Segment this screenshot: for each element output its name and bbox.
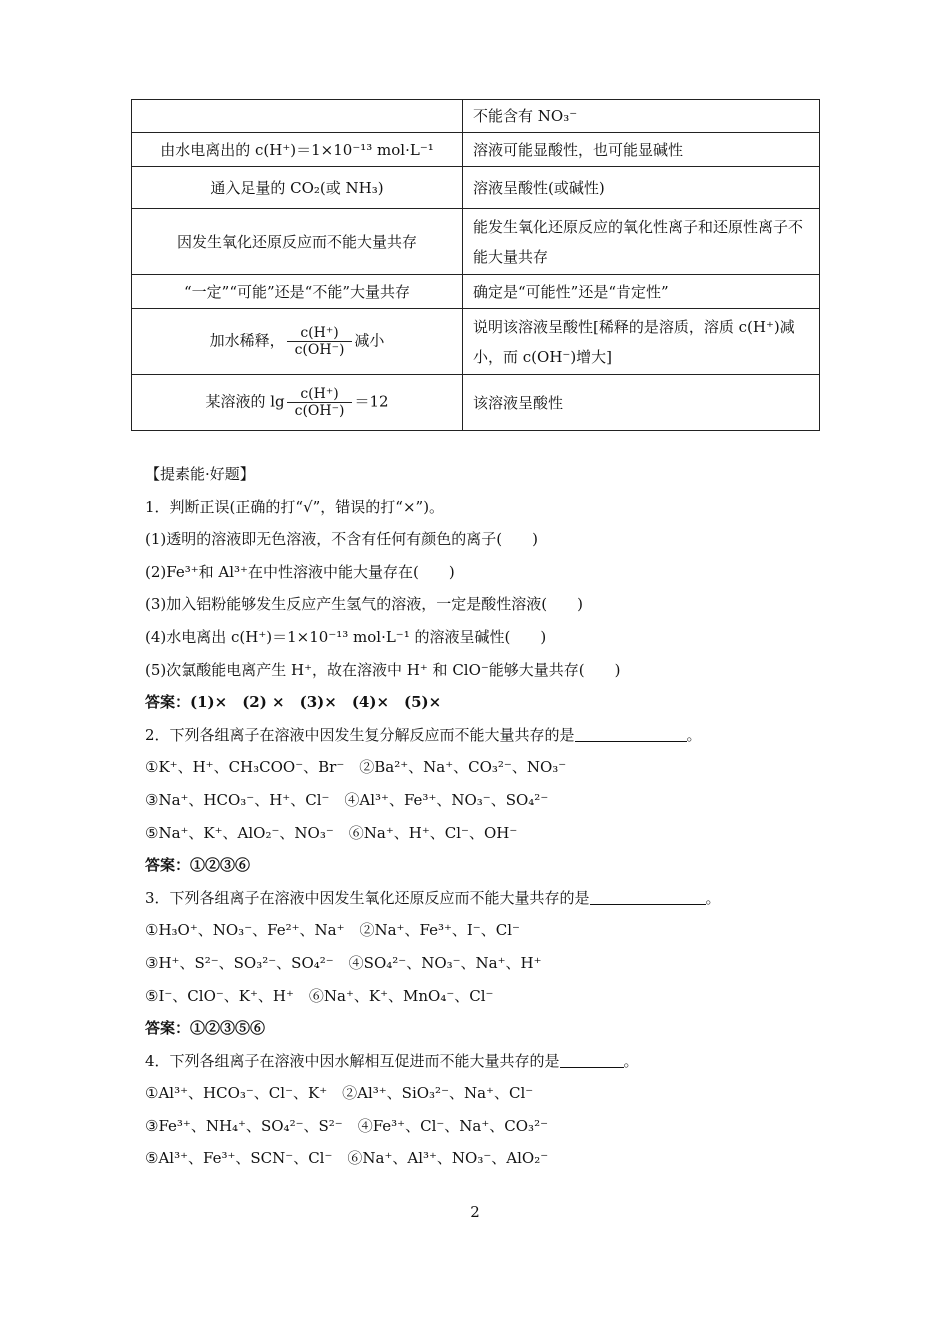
table-row	[132, 133, 820, 167]
left-prefix: 某溶液的 lg	[205, 392, 285, 411]
question-3-stem-end: 。	[705, 888, 721, 907]
table-cell-left	[132, 375, 463, 431]
table-cell-left: 由水电离出的 c(H⁺)＝1×10⁻¹³ mol·L⁻¹	[132, 133, 463, 167]
table-cell-right: 溶液呈酸性(或碱性)	[463, 167, 820, 209]
question-4-option: ①Al³⁺、HCO₃⁻、Cl⁻、K⁺ ②Al³⁺、SiO₃²⁻、Na⁺、Cl⁻	[145, 1084, 534, 1103]
table-row	[132, 100, 820, 133]
table-cell-right: 不能含有 NO₃⁻	[463, 100, 820, 133]
table-row	[132, 275, 820, 309]
table-cell-left	[132, 309, 463, 375]
table-cell-right: 溶液可能显酸性，也可能显碱性	[463, 133, 820, 167]
table-cell-right: 说明该溶液呈酸性[稀释的是溶质，溶质 c(H⁺)减小，而 c(OH⁻)增大]	[463, 309, 820, 375]
table-cell-left: “一定”“可能”还是“不能”大量共存	[132, 275, 463, 309]
fraction-numerator: c(H⁺)	[287, 386, 353, 403]
question-2-option: ⑤Na⁺、K⁺、AlO₂⁻、NO₃⁻ ⑥Na⁺、H⁺、Cl⁻、OH⁻	[145, 823, 518, 842]
left-suffix: ＝12	[354, 392, 389, 411]
question-4-stem-text: 4．下列各组离子在溶液中因水解相互促进而不能大量共存的是	[145, 1051, 560, 1070]
summary-table	[131, 99, 820, 431]
table-cell-right: 该溶液呈酸性	[463, 375, 820, 431]
question-1-item: (1)透明的溶液即无色溶液，不含有任何有颜色的离子( )	[145, 530, 538, 549]
table-row	[132, 167, 820, 209]
question-4-stem	[145, 1045, 825, 1078]
table-row	[132, 309, 820, 375]
question-2-stem	[145, 719, 825, 752]
question-2-answer: 答案：①②③⑥	[145, 856, 251, 875]
table-cell-left	[132, 100, 463, 133]
question-1-stem: 1．判断正误(正确的打“√”，错误的打“×”)。	[145, 497, 445, 516]
question-1-item: (4)水电离出 c(H⁺)＝1×10⁻¹³ mol·L⁻¹ 的溶液呈碱性( )	[145, 627, 547, 646]
fraction-denominator: c(OH⁻)	[294, 342, 345, 358]
ratio-fraction	[287, 325, 353, 358]
question-3-option: ⑤I⁻、ClO⁻、K⁺、H⁺ ⑥Na⁺、K⁺、MnO₄⁻、Cl⁻	[145, 986, 494, 1005]
question-2-stem-end: 。	[686, 725, 702, 744]
page-number: 2	[470, 1203, 480, 1221]
question-1-answer: 答案：(1)× (2) × (3)× (4)× (5)×	[145, 693, 442, 712]
question-2-option: ③Na⁺、HCO₃⁻、H⁺、Cl⁻ ④Al³⁺、Fe³⁺、NO₃⁻、SO₄²⁻	[145, 790, 549, 809]
question-3-option: ③H⁺、S²⁻、SO₃²⁻、SO₄²⁻ ④SO₄²⁻、NO₃⁻、Na⁺、H⁺	[145, 953, 542, 972]
question-3-answer: 答案：①②③⑤⑥	[145, 1019, 266, 1038]
question-3-option: ①H₃O⁺、NO₃⁻、Fe²⁺、Na⁺ ②Na⁺、Fe³⁺、I⁻、Cl⁻	[145, 921, 520, 940]
table-cell-right: 能发生氧化还原反应的氧化性离子和还原性离子不能大量共存	[463, 209, 820, 275]
fraction-numerator: c(H⁺)	[287, 325, 353, 342]
question-2-stem-text: 2．下列各组离子在溶液中因发生复分解反应而不能大量共存的是	[145, 725, 575, 744]
ratio-fraction	[287, 386, 353, 419]
section-title: 【提素能·好题】	[145, 465, 255, 483]
question-3-stem	[145, 882, 825, 915]
table-row	[132, 375, 820, 431]
left-prefix: 加水稀释，	[209, 331, 285, 350]
table-cell-right: 确定是“可能性”还是“肯定性”	[463, 275, 820, 309]
question-1-item: (3)加入铝粉能够发生反应产生氢气的溶液，一定是酸性溶液( )	[145, 595, 583, 614]
exercise-section	[145, 458, 825, 1175]
question-1-item: (2)Fe³⁺和 Al³⁺在中性溶液中能大量存在( )	[145, 562, 455, 581]
fraction-denominator: c(OH⁻)	[294, 403, 345, 419]
left-suffix: 减小	[354, 331, 385, 350]
table-cell-left: 因发生氧化还原反应而不能大量共存	[132, 209, 463, 275]
answer-blank	[575, 723, 687, 742]
table-row	[132, 209, 820, 275]
answer-blank	[560, 1049, 624, 1068]
question-4-option: ⑤Al³⁺、Fe³⁺、SCN⁻、Cl⁻ ⑥Na⁺、Al³⁺、NO₃⁻、AlO₂⁻	[145, 1149, 549, 1168]
question-1-item: (5)次氯酸能电离产生 H⁺，故在溶液中 H⁺ 和 ClO⁻能够大量共存( )	[145, 660, 621, 679]
question-4-option: ③Fe³⁺、NH₄⁺、SO₄²⁻、S²⁻ ④Fe³⁺、Cl⁻、Na⁺、CO₃²⁻	[145, 1116, 548, 1135]
answer-blank	[590, 886, 706, 905]
question-4-stem-end: 。	[623, 1051, 639, 1070]
question-2-option: ①K⁺、H⁺、CH₃COO⁻、Br⁻ ②Ba²⁺、Na⁺、CO₃²⁻、NO₃⁻	[145, 758, 567, 777]
table-cell-left: 通入足量的 CO₂(或 NH₃)	[132, 167, 463, 209]
question-3-stem-text: 3．下列各组离子在溶液中因发生氧化还原反应而不能大量共存的是	[145, 888, 590, 907]
